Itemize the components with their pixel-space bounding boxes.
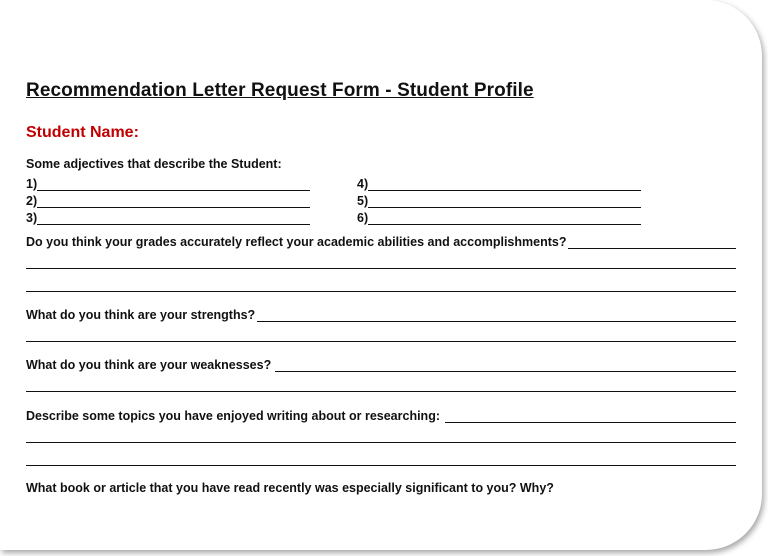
question-grades[interactable] [26, 233, 736, 249]
adjective-field-6[interactable] [357, 209, 641, 225]
adjective-field-3[interactable] [26, 209, 310, 225]
answer-line[interactable] [26, 268, 736, 269]
question-weaknesses[interactable] [26, 356, 736, 372]
form-title: Recommendation Letter Request Form - Student Profile [26, 80, 534, 101]
question-book-article [26, 481, 554, 495]
question-text: What do you think are your strengths? [26, 308, 256, 322]
adjective-field-5[interactable] [357, 192, 641, 208]
adjective-field-1[interactable] [26, 175, 310, 191]
answer-blank[interactable] [568, 235, 736, 249]
question-text: What do you think are your weaknesses? [26, 358, 272, 372]
student-name-label: Student Name: [26, 124, 139, 141]
adjective-number: 4) [357, 177, 369, 191]
adjective-blank[interactable] [368, 211, 641, 225]
adjective-field-4[interactable] [357, 175, 641, 191]
adjective-number: 1) [26, 177, 38, 191]
adjective-number: 5) [357, 194, 369, 208]
adjective-blank[interactable] [37, 194, 310, 208]
adjective-number: 2) [26, 194, 38, 208]
adjective-number: 3) [26, 211, 38, 225]
adjective-blank[interactable] [37, 211, 310, 225]
adjective-blank[interactable] [37, 177, 310, 191]
adjective-number: 6) [357, 211, 369, 225]
question-text: What book or article that you have read recently was especially significant to you? Why? [26, 481, 554, 495]
question-text: Describe some topics you have enjoyed writing about or researching: [26, 409, 440, 423]
adjective-blank[interactable] [368, 194, 641, 208]
adjective-blank[interactable] [368, 177, 641, 191]
answer-line[interactable] [26, 442, 736, 443]
answer-blank[interactable] [275, 358, 736, 372]
adjectives-label: Some adjectives that describe the Student: [26, 157, 282, 171]
answer-line[interactable] [26, 465, 736, 466]
adjective-field-2[interactable] [26, 192, 310, 208]
question-topics[interactable] [26, 407, 736, 423]
answer-blank[interactable] [257, 308, 736, 322]
answer-blank[interactable] [445, 409, 736, 423]
question-strengths[interactable] [26, 306, 736, 322]
answer-line[interactable] [26, 391, 736, 392]
question-text: Do you think your grades accurately reflect your academic abilities and accomplishments? [26, 235, 567, 249]
answer-line[interactable] [26, 341, 736, 342]
answer-line[interactable] [26, 291, 736, 292]
